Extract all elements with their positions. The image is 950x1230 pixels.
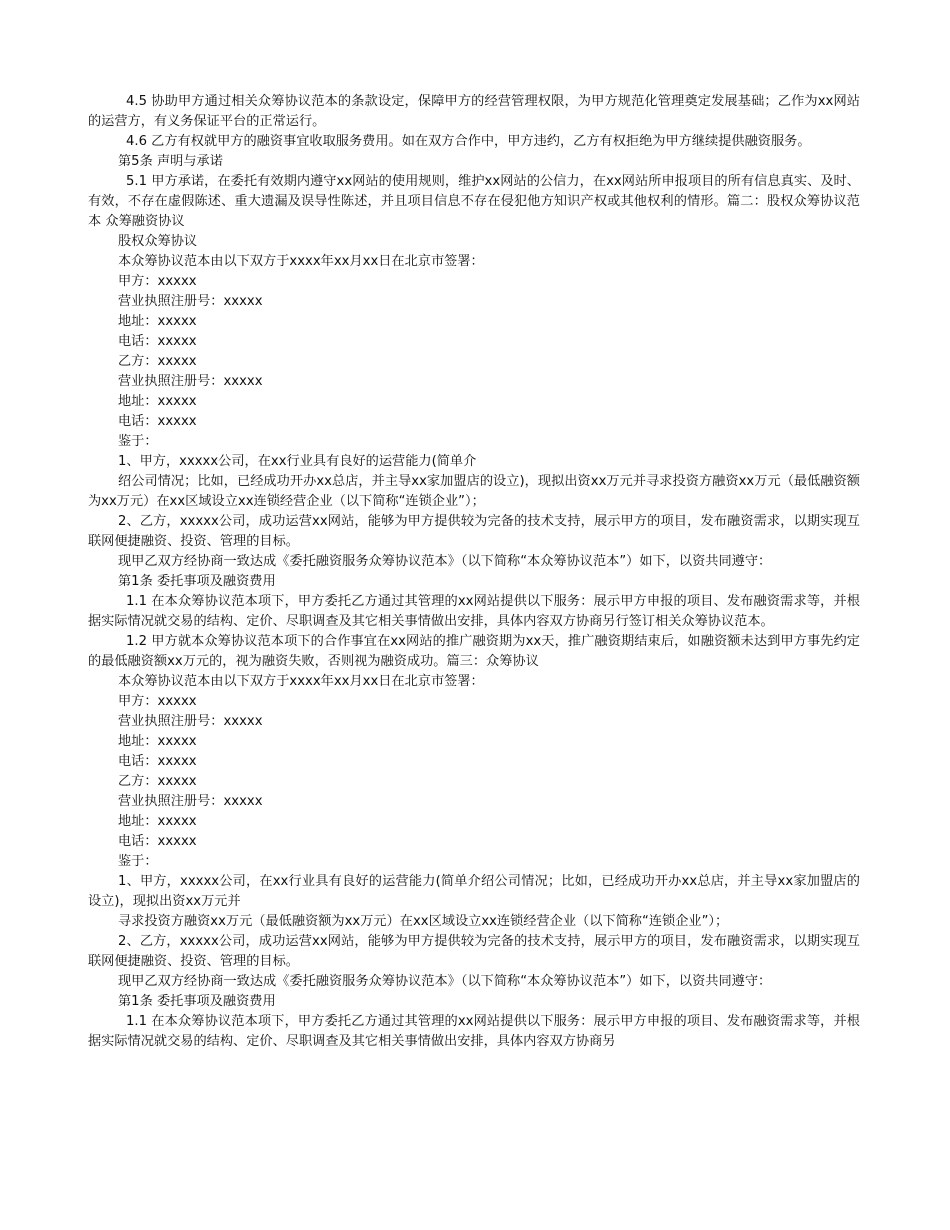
paragraph: 5.1 甲方承诺，在委托有效期内遵守xx网站的使用规则，维护xx网站的公信力，在xx网站所申报项目的所有信息真实、及时、有效，不存在虚假陈述、重大遗漏及误导性陈述，并且项目信息不存在侵犯他方知识产权或其他权利的情形。篇二：股权众筹协议范本 众筹融资协议	[88, 174, 860, 229]
paragraph: 4.6 乙方有权就甲方的融资事宜收取服务费用。如在双方合作中，甲方违约，乙方有权拒绝为甲方继续提供融资服务。	[126, 134, 811, 149]
paragraph: 本众筹协议范本由以下双方于xxxx年xx月xx日在北京市签署：	[118, 674, 484, 689]
paragraph: 本众筹协议范本由以下双方于xxxx年xx月xx日在北京市签署：	[118, 254, 484, 269]
paragraph: 寻求投资方融资xx万元（最低融资额为xx万元）在xx区域设立xx连锁经营企业（以下简称“连锁企业”）；	[118, 914, 729, 929]
paragraph: 2、乙方，xxxxx公司，成功运营xx网站，能够为甲方提供较为完备的技术支持，展示甲方的项目，发布融资需求，以期实现互联网便捷融资、投资、管理的目标。	[88, 934, 860, 969]
paragraph: 1、甲方，xxxxx公司，在xx行业具有良好的运营能力(简单介	[118, 454, 477, 469]
section-heading: 第1条 委托事项及融资费用	[118, 994, 276, 1009]
address-line: 地址：xxxxx	[118, 734, 197, 749]
document-title: 股权众筹协议	[118, 234, 198, 249]
paragraph: 1.1 在本众筹协议范本项下，甲方委托乙方通过其管理的xx网站提供以下服务：展示甲方申报的项目、发布融资需求等，并根据实际情况就交易的结构、定价、尽职调查及其它相关事情做出安排，具体内容双方协商另行签订相关众筹协议范本。	[88, 594, 860, 629]
address-line: 地址：xxxxx	[118, 314, 197, 329]
paragraph: 4.5 协助甲方通过相关众筹协议范本的条款设定，保障甲方的经营管理权限，为甲方规范化管理奠定发展基础；乙作为xx网站的运营方，有义务保证平台的正常运行。	[88, 94, 860, 129]
party-a-line: 甲方：xxxxx	[118, 694, 197, 709]
phone-line: 电话：xxxxx	[118, 834, 197, 849]
phone-line: 电话：xxxxx	[118, 414, 197, 429]
registration-line: 营业执照注册号：xxxxx	[118, 714, 263, 729]
registration-line: 营业执照注册号：xxxxx	[118, 374, 263, 389]
paragraph: 2、乙方，xxxxx公司，成功运营xx网站，能够为甲方提供较为完备的技术支持，展示甲方的项目，发布融资需求，以期实现互联网便捷融资、投资、管理的目标。	[88, 514, 860, 549]
phone-line: 电话：xxxxx	[118, 334, 197, 349]
section-heading: 第1条 委托事项及融资费用	[118, 574, 276, 589]
phone-line: 电话：xxxxx	[118, 754, 197, 769]
document-page	[88, 92, 860, 1052]
whereas-label: 鉴于：	[118, 854, 158, 869]
party-b-line: 乙方：xxxxx	[118, 354, 197, 369]
paragraph: 1.1 在本众筹协议范本项下，甲方委托乙方通过其管理的xx网站提供以下服务：展示甲方申报的项目、发布融资需求等，并根据实际情况就交易的结构、定价、尽职调查及其它相关事情做出安排，具体内容双方协商另	[88, 1014, 860, 1049]
section-heading: 第5条 声明与承诺	[118, 154, 223, 169]
registration-line: 营业执照注册号：xxxxx	[118, 794, 263, 809]
registration-line: 营业执照注册号：xxxxx	[118, 294, 263, 309]
paragraph: 1.2 甲方就本众筹协议范本项下的合作事宜在xx网站的推广融资期为xx天，推广融资期结束后，如融资额未达到甲方事先约定的最低融资额xx万元的，视为融资失败，否则视为融资成功。篇三：众筹协议	[88, 634, 860, 669]
address-line: 地址：xxxxx	[118, 394, 197, 409]
paragraph: 现甲乙双方经协商一致达成《委托融资服务众筹协议范本》（以下简称“本众筹协议范本”）如下，以资共同遵守：	[118, 554, 772, 569]
paragraph: 现甲乙双方经协商一致达成《委托融资服务众筹协议范本》（以下简称“本众筹协议范本”）如下，以资共同遵守：	[118, 974, 772, 989]
party-a-line: 甲方：xxxxx	[118, 274, 197, 289]
party-b-line: 乙方：xxxxx	[118, 774, 197, 789]
paragraph: 1、甲方，xxxxx公司，在xx行业具有良好的运营能力(简单介绍公司情况；比如，已经成功开办xx总店，并主导xx家加盟店的设立)，现拟出资xx万元并	[88, 874, 860, 909]
whereas-label: 鉴于：	[118, 434, 158, 449]
address-line: 地址：xxxxx	[118, 814, 197, 829]
paragraph: 绍公司情况；比如，已经成功开办xx总店，并主导xx家加盟店的设立)，现拟出资xx万元并寻求投资方融资xx万元（最低融资额为xx万元）在xx区域设立xx连锁经营企业（以下简称“连锁企业”）；	[88, 474, 860, 509]
